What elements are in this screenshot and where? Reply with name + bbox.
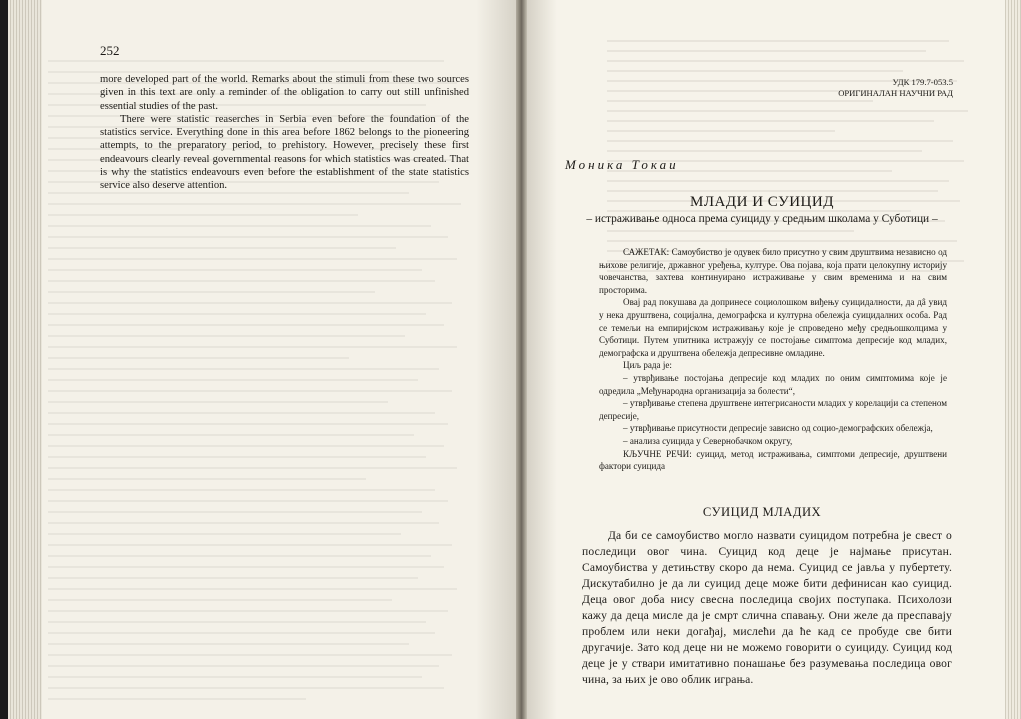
aim-item: – утврђивање постојања депресије код младих по оним симптомима које је одредила „Међународна организација за болести“, <box>599 372 947 396</box>
left-page <box>8 0 516 719</box>
article-type: ОРИГИНАЛАН НАУЧНИ РАД <box>838 88 953 98</box>
author-name: Моника Токаи <box>565 157 679 172</box>
gutter-shadow <box>527 0 557 719</box>
abstract-paragraph: САЖЕТАК: Самоубиство је одувек било присутно у свим друштвима независно од њихове религије, државног уређења, културе. Ова појава, која прати целокупну историју човечанства, захтева континуирано истраживање у свим временима и на свим просторима. <box>599 247 947 295</box>
paragraph: more developed part of the world. Remarks about the stimuli from these two sources given in this text are only a reminder of the obligation to carry out still unfinished essential studies of the past. <box>100 74 469 112</box>
article-title: МЛАДИ И СУИЦИД <box>690 194 834 210</box>
aim-item: – утврђивање степена друштвене интегрисаности младих у корелацији са степеном депресије, <box>599 398 947 421</box>
udk-code: УДК 179.7-053.5 <box>892 77 953 87</box>
paragraph: There were statistic reaserches in Serbia even before the foundation of the statistics service. Everything done in this area before 1862 belongs to the pioneering attempts, to the preparatory period, to prehistory. However, precisely these first endeavours clearly reveal governmental reasons for which statistics was created. That is why the statistics endeavours even before the establishment of the state statistics service also deserve attention. <box>100 113 469 192</box>
page-number: 252 <box>100 43 120 58</box>
aim-item: – утврђивање присутности депресије зависно од социо-демографских обележја, <box>623 423 933 434</box>
abstract <box>599 246 947 473</box>
page-edges <box>8 0 42 719</box>
section-title: СУИЦИД МЛАДИХ <box>702 505 822 519</box>
left-page-text <box>100 73 469 193</box>
abstract-paragraph: Овај рад покушава да допринесе социолошком виђењу суицидалности, да дâ увид у нека друштвена, социјална, демографска и културна обележја суицидалних особа. Рад се темељи на емпиријском истраживању које је спроведено међу средњошколцима у Суботици. Путем упитника истражују се постојање симптома депресије код младих, демографска и друштвена обележја депресивне омладине. <box>599 297 947 358</box>
page-edges <box>1005 0 1021 719</box>
aims-label: Циљ рада је: <box>623 360 672 371</box>
right-page <box>527 0 1021 719</box>
body-text <box>582 528 952 688</box>
aim-item: – анализа суицида у Севернобачком округу, <box>623 435 793 446</box>
gutter-shadow <box>476 0 516 719</box>
article-header <box>838 77 953 99</box>
book-gutter <box>516 0 527 719</box>
article-subtitle: – истраживање односа према суициду у средњим школама у Суботици – <box>586 213 938 225</box>
keywords: КЉУЧНЕ РЕЧИ: суицид, метод истраживања, симптоми депресије, друштвени фактори суицида <box>599 448 947 472</box>
body-paragraph: Да би се самоубиство могло назвати суицидом потребна је свест о последици овог чина. Суицид код деце је најмање присутан. Самоубиства у детињству скоро да нема. Суицид се јавља у пубертету. Дискутабилно је да ли суицид деце може бити дефинисан као суицид. Деца овог доба нису свесна последица својих поступака. Психолози кажу да деца мисле да је смрт слична спавању. Они желе да преспавају проблем или неки догађај, мислећи да ће кад се пробуде све бити другачије. Зато код деце ни не можемо говорити о суициду. Суицид код деце је у ствари имитативно понашање без разумевања последица овог чина, за њих је ово облик играња. <box>582 529 952 686</box>
